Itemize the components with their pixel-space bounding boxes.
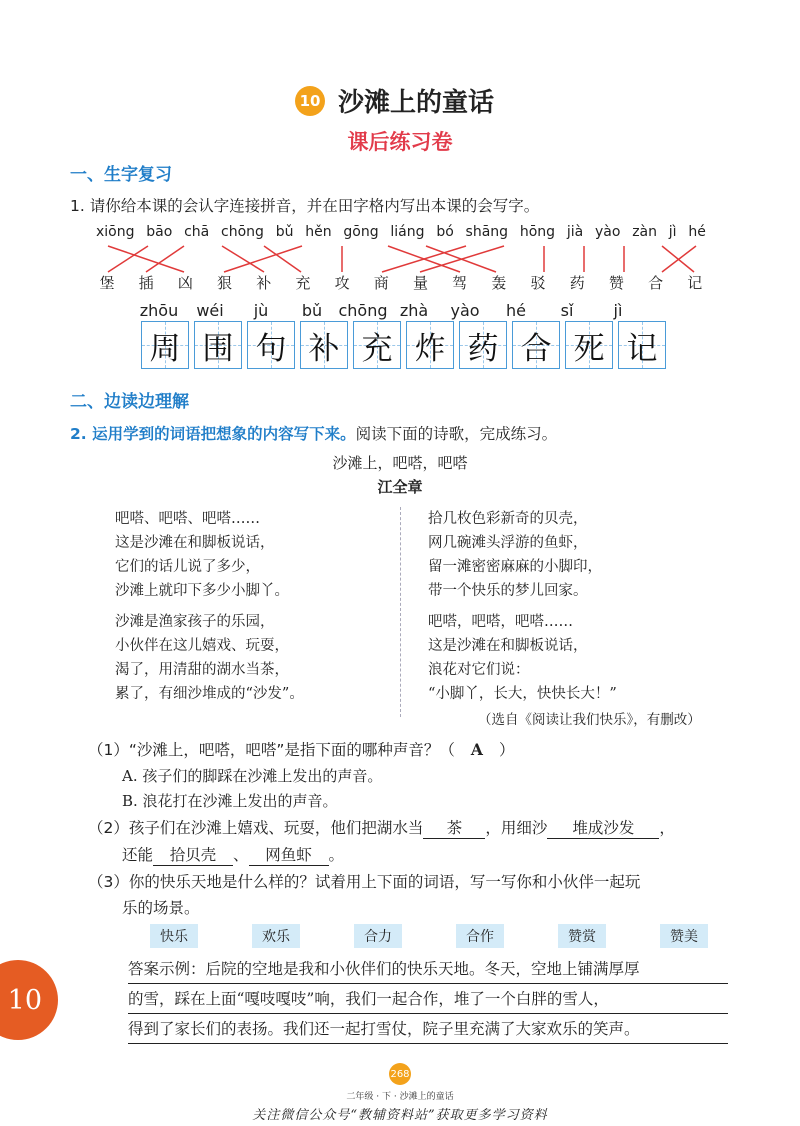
pinyin-item: bǔ (275, 224, 294, 240)
sub-question-3-line2: 乐的场景。 (122, 899, 200, 917)
poem-line: 吧嗒、吧嗒、吧嗒…… (115, 511, 260, 527)
page-title: 沙滩上的童话 (338, 88, 495, 118)
matching-lines (96, 244, 706, 274)
pinyin-item: chā (184, 224, 210, 240)
poem-line: 它们的话儿说了多少， (115, 559, 260, 575)
grid-char: 炸 (414, 330, 446, 367)
word-tag: 欢乐 (252, 924, 300, 948)
poem-line: 带一个快乐的梦儿回家。 (428, 583, 588, 599)
question-2-highlight: 2. 运用学到的词语把想象的内容写下来。 (70, 425, 356, 443)
match-line (222, 246, 264, 272)
grid-pinyin: hé (506, 301, 526, 320)
grid-char: 周 (149, 330, 181, 367)
option-a[interactable]: A. 孩子们的脚踩在沙滩上发出的声音。 (122, 767, 383, 785)
answer-line[interactable]: 答案示例：后院的空地是我和小伙伴们的快乐天地。冬天，空地上铺满厚厚 (128, 956, 728, 984)
word-tag: 合作 (456, 924, 504, 948)
grid-char: 补 (308, 330, 340, 367)
tianzige-cell[interactable] (406, 321, 454, 369)
fill-blank[interactable]: 网鱼虾 (249, 843, 329, 866)
tianzige-cell[interactable] (459, 321, 507, 369)
pinyin-item: bāo (146, 224, 173, 240)
pinyin-item: liáng (390, 224, 425, 240)
footer-note: 关注微信公众号“教辅资料站”获取更多学习资料 (252, 1108, 548, 1123)
character-item: 合 (648, 274, 664, 292)
pinyin-item: bó (436, 224, 454, 240)
tianzige-cell[interactable] (565, 321, 613, 369)
answer-choice[interactable]: A (470, 740, 483, 759)
poem-left-stanza2 (115, 610, 304, 706)
match-line (146, 246, 184, 272)
character-row (96, 272, 706, 293)
grid-char: 句 (255, 330, 287, 367)
pinyin-row (96, 224, 706, 240)
character-item: 驳 (530, 274, 546, 292)
answer-line[interactable]: 得到了家长们的表扬。我们还一起打雪仗，院子里充满了大家欢乐的笑声。 (128, 1016, 728, 1044)
page-number: 268 (389, 1063, 411, 1085)
grid-pinyin: zhà (399, 301, 429, 320)
tianzige-cell[interactable] (247, 321, 295, 369)
sub-question-number: （2） (88, 819, 129, 837)
grid-char: 记 (626, 330, 658, 367)
lesson-number-badge: 10 (295, 86, 325, 116)
grid-pinyin: jù (253, 301, 269, 320)
sub-question-number: （3） (88, 873, 129, 891)
poem-line: 网几碗滩头浮游的鱼虾， (428, 535, 588, 551)
grid-pinyin: jì (613, 301, 623, 320)
side-page-tab: 10 (0, 960, 58, 1040)
poem-title: 沙滩上，吧嗒，吧嗒 (332, 454, 468, 472)
character-item: 插 (138, 274, 154, 292)
pinyin-item: jì (668, 224, 677, 240)
sub-question-number: （1） (88, 741, 129, 759)
poem-author: 江全章 (377, 478, 423, 496)
grid-pinyin: wéi (196, 301, 224, 320)
pinyin-item: hé (688, 224, 706, 240)
word-bank (150, 924, 708, 948)
sub-question-text: 你的快乐天地是什么样的？试着用上下面的词语，写一写你和小伙伴一起玩 (128, 873, 641, 891)
character-item: 狠 (217, 274, 233, 292)
section2-heading: 二、边读边理解 (70, 392, 189, 412)
poem-line: 沙滩上就印下多少小脚丫。 (115, 583, 289, 599)
character-item: 量 (412, 274, 428, 292)
match-line (382, 246, 466, 272)
word-tag: 快乐 (150, 924, 198, 948)
tianzige-cell[interactable] (512, 321, 560, 369)
poem-line: 留一滩密密麻麻的小脚印， (428, 559, 602, 575)
grid-char: 围 (202, 330, 234, 367)
option-b[interactable]: B. 浪花打在沙滩上发出的声音。 (122, 792, 338, 810)
fill-blank[interactable]: 堆成沙发 (547, 816, 659, 839)
tianzige-cell[interactable] (194, 321, 242, 369)
poem-line: 拾几枚色彩新奇的贝壳， (428, 511, 588, 527)
grid-char: 死 (573, 330, 605, 367)
character-item: 药 (569, 274, 585, 292)
sub-question-text: 还能 (122, 846, 154, 864)
pinyin-item: xiōng (96, 224, 135, 240)
sub-question-text: 。 (328, 846, 345, 864)
tianzige-cell[interactable] (141, 321, 189, 369)
match-line (108, 246, 184, 272)
match-line (224, 246, 302, 272)
question-2 (70, 422, 557, 444)
character-item: 轰 (491, 274, 507, 292)
character-item: 驾 (452, 274, 468, 292)
pinyin-item: gōng (343, 224, 379, 240)
sub-question-text: ，用细沙 (485, 819, 548, 837)
sub-question-text: “沙滩上，吧嗒，吧嗒”是指下面的哪种声音？（ (128, 741, 455, 759)
sub-question-text: 孩子们在沙滩上嬉戏、玩耍，他们把湖水当 (128, 819, 424, 837)
poem-left-stanza1 (115, 507, 289, 603)
tianzige-cell[interactable] (300, 321, 348, 369)
poem-line: 吧嗒，吧嗒，吧嗒…… (428, 614, 573, 630)
poem-source: （选自《阅读让我们快乐》，有删改） (478, 712, 701, 728)
poem-line: “小脚丫，长大，快快长大！” (428, 686, 617, 702)
grid-pinyin: yào (450, 301, 480, 320)
sub-question-3 (88, 870, 640, 892)
poem-line: 沙滩是渔家孩子的乐园， (115, 614, 275, 630)
match-line (264, 246, 301, 272)
pinyin-item: jià (566, 224, 584, 240)
character-item: 记 (687, 274, 703, 292)
page-subtitle: 课后练习卷 (347, 130, 453, 154)
character-item: 攻 (334, 274, 350, 292)
question-2-rest: 阅读下面的诗歌，完成练习。 (355, 425, 558, 443)
tianzige-cell[interactable] (353, 321, 401, 369)
pinyin-item: hěn (305, 224, 332, 240)
tianzige-cell[interactable] (618, 321, 666, 369)
grid-char: 合 (520, 330, 552, 367)
pinyin-item: chōng (221, 224, 264, 240)
poem-divider (400, 507, 401, 717)
word-tag: 合力 (354, 924, 402, 948)
grid-pinyin: zhōu (139, 301, 179, 320)
poem-line: 小伙伴在这儿嬉戏、玩耍， (115, 638, 289, 654)
question-1: 1. 请你给本课的会认字连接拼音，并在田字格内写出本课的会写字。 (70, 197, 540, 215)
poem-line: 累了，有细沙堆成的“沙发”。 (115, 686, 304, 702)
sub-question-1 (88, 738, 514, 760)
pinyin-item: hōng (519, 224, 556, 240)
paren-close: ） (498, 741, 515, 759)
tianzige-grid (141, 321, 666, 369)
grid-pinyin: bǔ (301, 301, 323, 320)
section1-heading: 一、生字复习 (70, 165, 172, 185)
poem-line: 这是沙滩在和脚板说话， (428, 638, 588, 654)
pinyin-item: yào (594, 224, 621, 240)
poem-right-stanza2 (428, 610, 617, 706)
word-tag: 赞美 (660, 924, 708, 948)
character-item: 充 (295, 274, 311, 292)
poem-line: 渴了，用清甜的湖水当茶， (115, 662, 289, 678)
pinyin-item: zàn (632, 224, 657, 240)
pinyin-item: shāng (465, 224, 509, 240)
grid-char: 药 (467, 330, 499, 367)
poem-right-stanza1 (428, 507, 602, 603)
character-item: 凶 (177, 274, 193, 292)
character-item: 赞 (608, 274, 624, 292)
separator: 、 (233, 846, 249, 864)
sub-question-2 (88, 816, 675, 839)
word-tag: 赞赏 (558, 924, 606, 948)
character-item: 补 (256, 274, 272, 292)
footer-info: 二年级 · 下 · 沙滩上的童话 (346, 1092, 454, 1102)
answer-line[interactable]: 的雪，踩在上面“嘎吱嘎吱”响，我们一起合作，堆了一个白胖的雪人， (128, 986, 728, 1014)
fill-blank[interactable]: 茶 (423, 816, 485, 839)
sub-question-text: ， (659, 819, 675, 837)
grid-pinyin: sǐ (560, 301, 574, 320)
grid-char: 充 (361, 330, 393, 367)
grid-pinyin: chōng (338, 301, 388, 320)
match-line (108, 246, 148, 272)
poem-line: 这是沙滩在和脚板说话， (115, 535, 275, 551)
character-item: 商 (373, 274, 389, 292)
match-line (420, 246, 504, 272)
character-item: 堡 (99, 274, 115, 292)
poem-line: 浪花对它们说： (428, 662, 530, 678)
fill-blank[interactable]: 拾贝壳 (153, 843, 233, 866)
sub-question-2-line2 (122, 843, 344, 866)
